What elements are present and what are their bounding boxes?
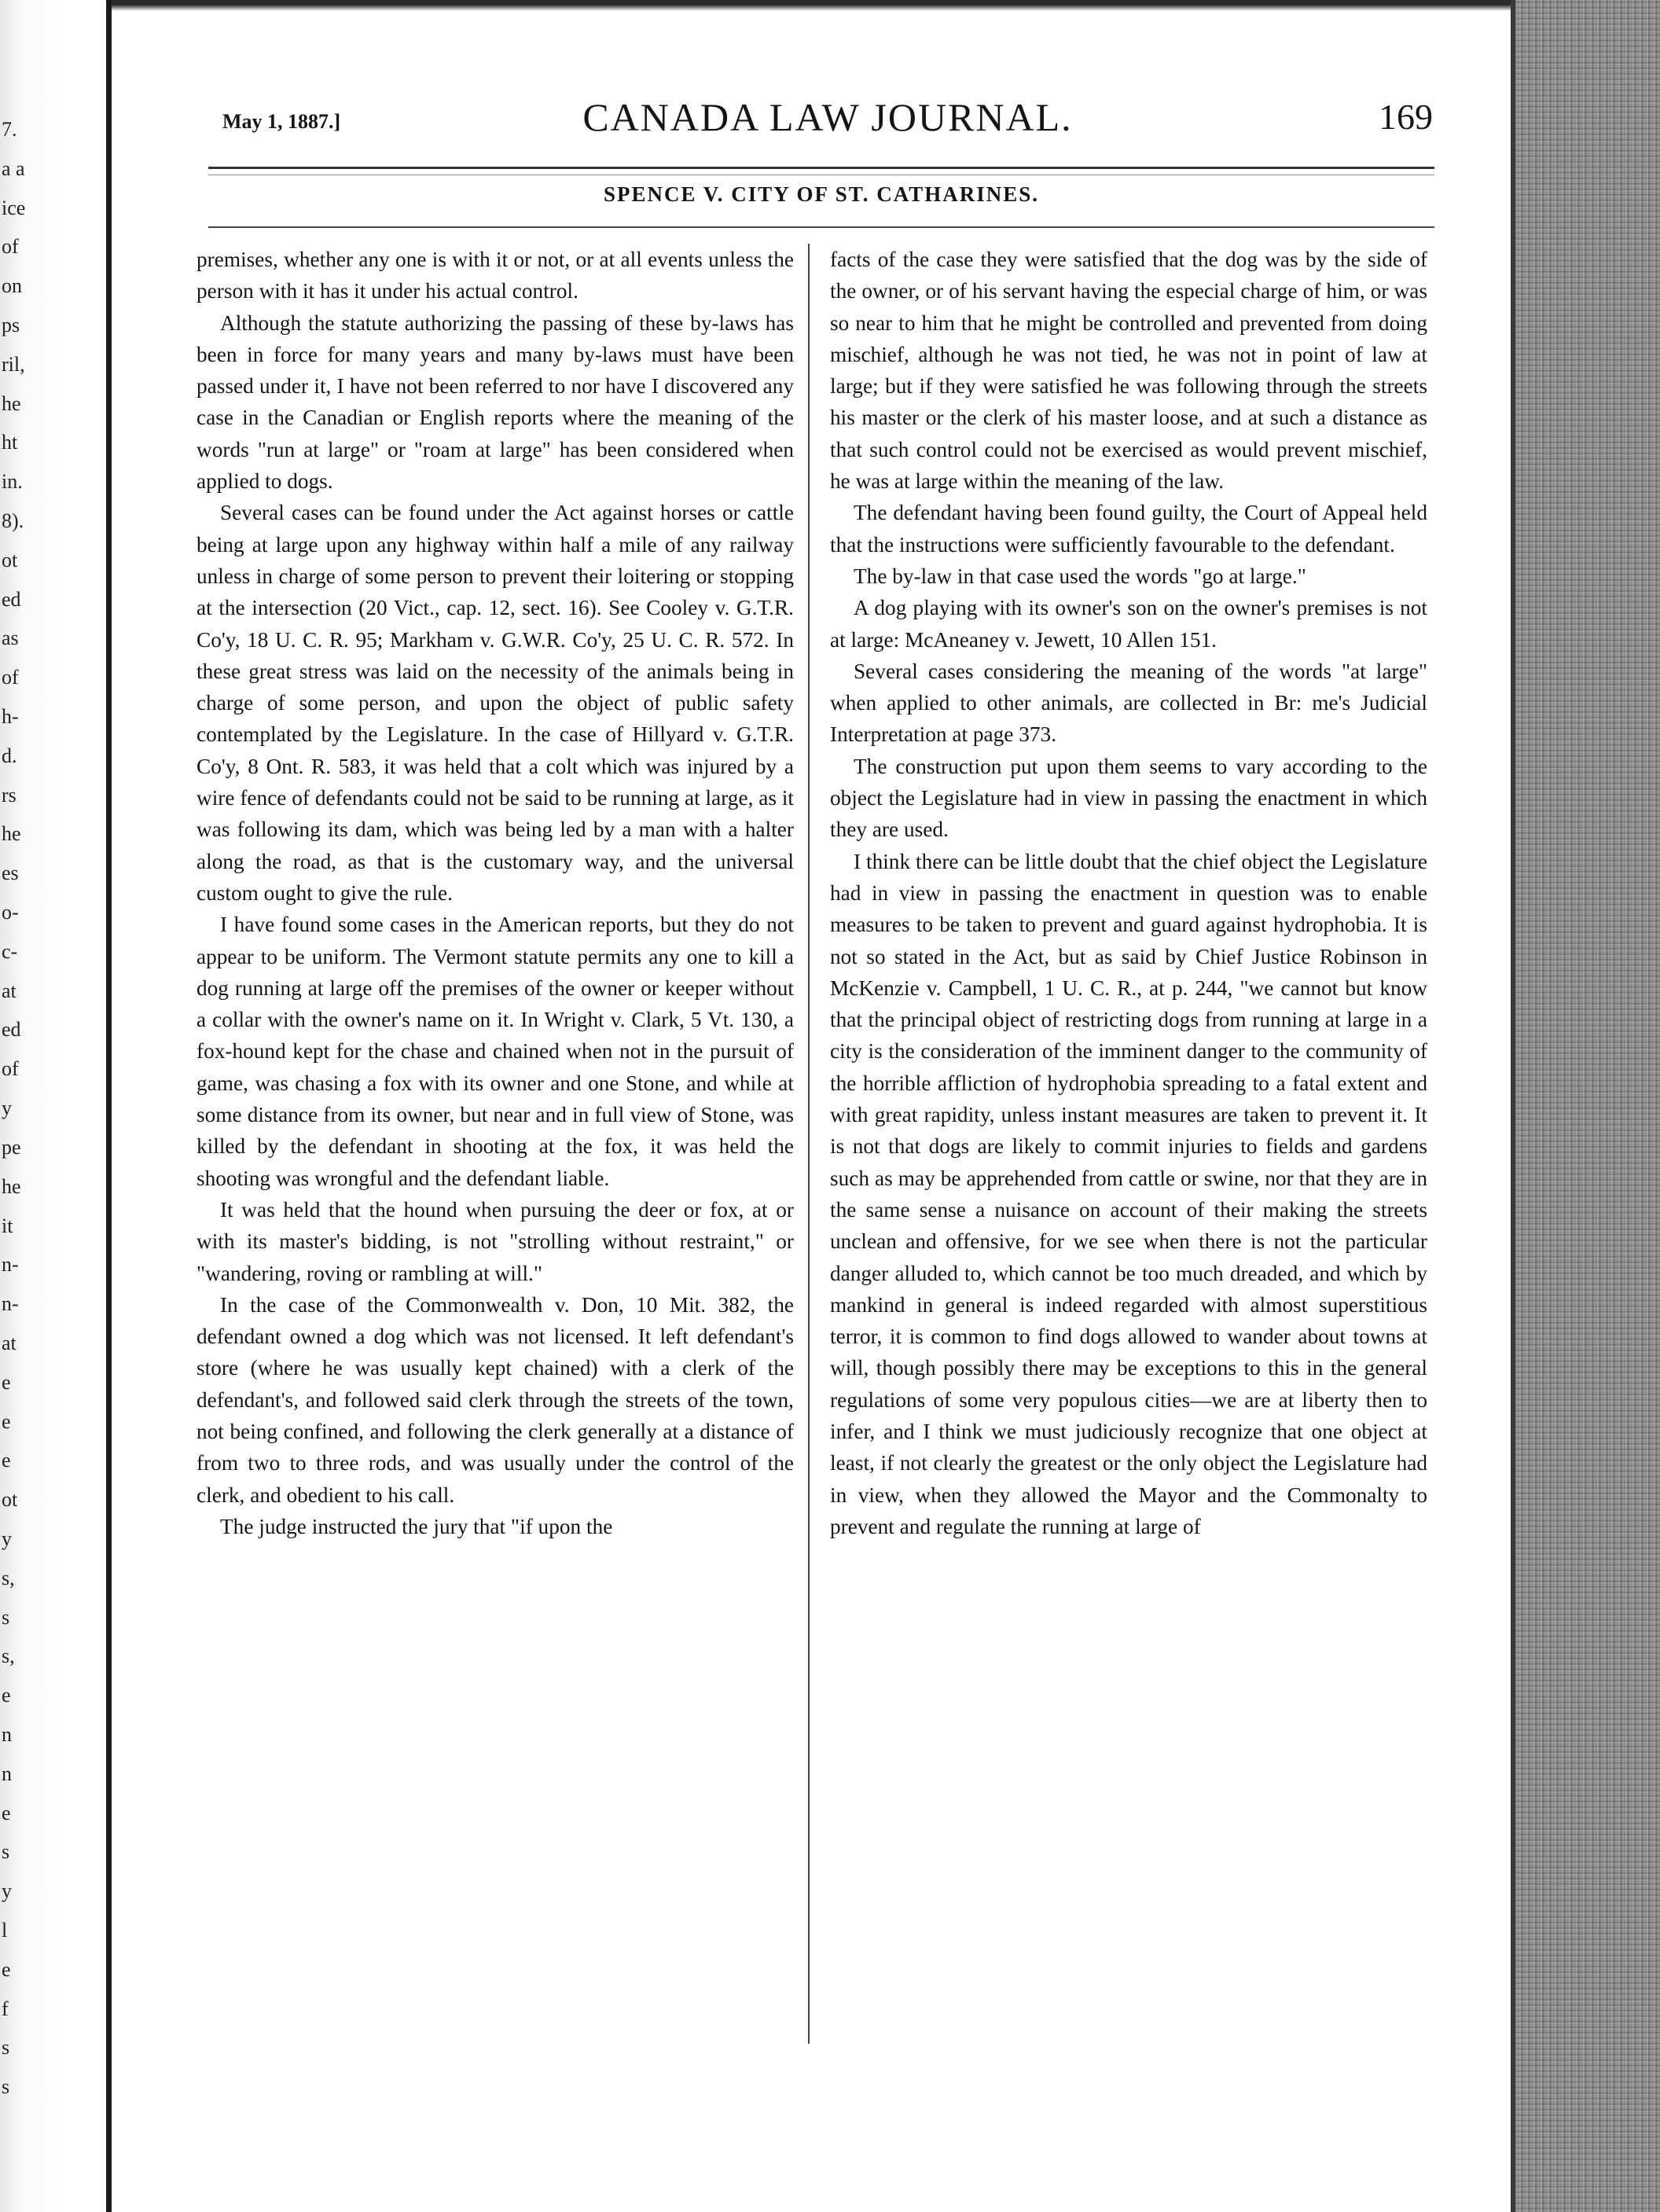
margin-fragment: ht: [2, 431, 18, 454]
margin-fragment: e: [2, 1957, 11, 1981]
page-right-edge: [1511, 0, 1515, 2212]
margin-fragment: y: [2, 1879, 12, 1903]
margin-fragment: e: [2, 1449, 11, 1472]
margin-fragment: ot: [2, 1488, 18, 1512]
scan-noise-strip: [1511, 0, 1660, 2212]
margin-fragment: s,: [2, 1566, 15, 1589]
column-divider: [808, 244, 810, 2044]
margin-fragment: e: [2, 1370, 11, 1394]
margin-fragment: in.: [2, 470, 23, 494]
margin-fragment: at: [2, 1331, 17, 1354]
paragraph: It was held that the hound when pursuing the deer or fox, at or with its master's bidding, is not "strolling without restraint," or "wandering, roving or rambling at will.": [196, 1197, 794, 1285]
case-title-rule: [208, 226, 1434, 228]
paragraph: The judge instructed the jury that "if upon the: [220, 1514, 613, 1538]
paragraph: The by-law in that case used the words "go at large.": [854, 564, 1306, 588]
margin-fragment: he: [2, 1174, 21, 1198]
margin-fragment: it: [2, 1214, 13, 1237]
margin-fragment: n-: [2, 1292, 19, 1316]
page-top-edge: [112, 0, 1511, 11]
paragraph: A dog playing with its owner's son on the owner's premises is not at large: McAneaney v. Jewett, 10 Allen 151.: [830, 596, 1427, 652]
paragraph: I think there can be little doubt that the chief object the Legislature had in view in passing the enactment in question was to enable measures to be taken to prevent and guard against hydrophobia. It is not so stated in the Act, but as said by Chief Justice Robinson in McKenzie v. Campbell, 1 U. C. R., at p. 244, "we cannot but know that the principal object of restricting dogs from running at large in a city is the consideration of the imminent danger to the community of the horrible affliction of hydrophobia spreading to a fatal extent and with great rapidity, unless instant measures are taken to prevent it. It is not that dogs are likely to commit injuries to fields and gardens such as may be apprehended from cattle or swine, nor that they are in the same sense a nuisance on account of their making the streets unclean and offensive, for we see when there is not the particular danger alluded to, which cannot be too much dreaded, and which by mankind in general is indeed regarded with almost superstitious terror, it is common to find dogs allowed to wander about towns at will, though possibly there may be exceptions to this in the general regulations of some very populous cities—we are at liberty then to infer, and I think we must judiciously recognize that one object at least, if not clearly the greatest or the only object the Legislature had in view, when they allowed the Mayor and the Commonalty to prevent and regulate the running at large of: [830, 849, 1427, 1538]
margin-fragment: 7.: [2, 118, 17, 141]
margin-fragment: d.: [2, 744, 17, 767]
margin-fragment: e: [2, 1801, 11, 1824]
margin-fragment: s: [2, 1840, 10, 1864]
running-head: [222, 93, 1433, 148]
margin-fragment: y: [2, 1097, 12, 1120]
case-title: SPENCE V. CITY OF ST. CATHARINES.: [603, 182, 1040, 206]
header-rule: [208, 167, 1434, 169]
paragraph: premises, whether any one is with it or not, or at all events unless the person with it has it under his actual control.: [196, 248, 794, 303]
paragraph: Several cases can be found under the Act against horses or cattle being at large upon any highway within half a mile of any railway unless in charge of some person to prevent their loitering or stopping at the intersection (20 Vict., cap. 12, sect. 16). See Cooley v. G.T.R. Co'y, 18 U. C. R. 95; Markham v. G.W.R. Co'y, 25 U. C. R. 572. In these great stress was laid on the necessity of the animals being in charge of some person, and upon the object of public safety contemplated by the Legislature. In the case of Hillyard v. G.T.R. Co'y, 8 Ont. R. 583, it was held that a colt which was injured by a wire fence of defendants could not be said to be running at large, as it was following its dam, which was being led by a man with a halter along the road, as that is the customary way, and the universal custom ought to give the rule.: [196, 501, 794, 905]
margin-fragment: he: [2, 822, 21, 846]
right-column: [830, 244, 1427, 2052]
margin-fragment: s: [2, 1605, 10, 1629]
paragraph: The construction put upon them seems to vary according to the object the Legislature had in view in passing the enactment in which they are used.: [830, 754, 1427, 842]
paragraph: I have found some cases in the American reports, but they do not appear to be uniform. The Vermont statute permits any one to kill a dog running at large off the premises of the owner or keeper without a collar with the owner's name on it. In Wright v. Clark, 5 Vt. 130, a fox-hound kept for the chase and chained when not in the pursuit of game, was chasing a fox with its owner and one Stone, and while at some distance from its owner, but near and in full view of Stone, was killed by the defendant in shooting at the fox, it was held the shooting was wrongful and the defendant liable.: [196, 913, 794, 1190]
margin-fragment: o-: [2, 901, 19, 924]
margin-fragment: ot: [2, 548, 18, 571]
margin-fragment: of: [2, 1057, 19, 1081]
margin-fragment: as: [2, 626, 19, 650]
margin-fragment: n-: [2, 1253, 19, 1277]
margin-fragment: h-: [2, 705, 19, 729]
margin-fragment: es: [2, 862, 19, 885]
binding-line: [106, 0, 112, 2212]
margin-fragment: rs: [2, 783, 17, 807]
margin-fragment: y: [2, 1527, 12, 1550]
issue-date: May 1, 1887.]: [222, 110, 341, 133]
margin-fragment: ps: [2, 314, 20, 337]
margin-fragment: e: [2, 1409, 11, 1433]
margin-fragment: pe: [2, 1135, 21, 1159]
paragraph: The defendant having been found guilty, the Court of Appeal held that the instructions were sufficiently favourable to the defendant.: [830, 501, 1427, 557]
margin-fragment: ed: [2, 1018, 21, 1042]
left-column: [196, 244, 794, 2052]
paragraph: Several cases considering the meaning of the words "at large" when applied to other animals, are collected in Br: me's Judicial Interpretation at page 373.: [830, 659, 1427, 747]
margin-fragment: s,: [2, 1644, 15, 1668]
margin-fragment: of: [2, 666, 19, 689]
margin-fragment: on: [2, 274, 22, 298]
margin-fragment: l: [2, 1918, 8, 1942]
margin-fragment: f: [2, 1997, 9, 2020]
margin-fragment: ice: [2, 196, 26, 219]
margin-fragment: 8).: [2, 509, 24, 533]
margin-fragment: s: [2, 2036, 10, 2060]
margin-fragment: ril,: [2, 352, 25, 376]
margin-fragment: at: [2, 979, 17, 1002]
margin-fragment: c-: [2, 939, 18, 963]
page-number: 169: [1379, 97, 1433, 137]
journal-title: CANADA LAW JOURNAL.: [582, 95, 1073, 139]
margin-fragment: n: [2, 1762, 12, 1785]
margin-fragment: a a: [2, 156, 25, 180]
paragraph: Although the statute authorizing the passing of these by-laws has been in force for many years and many by-laws must have been passed under it, I have not been referred to nor have I discovered any case in the Canadian or English reports where the meaning of the words "run at large" or "roam at large" has been considered when applied to dogs.: [196, 310, 794, 494]
margin-fragment: s: [2, 2075, 10, 2099]
margin-fragment: he: [2, 391, 21, 415]
paragraph: facts of the case they were satisfied that the dog was by the side of the owner, or of his servant having the especial charge of him, or was so near to him that he might be controlled and prevented from doing mischief, although he was not tied, he was not in point of law at large; but if they were satisfied he was following through the streets his master or the clerk of his master loose, and at such a distance as that such control could not be exercised as would prevent mischief, he was at large within the meaning of the law.: [830, 248, 1427, 494]
margin-fragment: ed: [2, 587, 21, 611]
margin-fragment: e: [2, 1684, 11, 1707]
paragraph: In the case of the Commonwealth v. Don, 10 Mit. 382, the defendant owned a dog which was not licensed. It left defendant's store (where he was usually kept chained) with a clerk of the defendant's, and followed said clerk through the streets of the town, not being confined, and following the clerk generally at a distance of from two to three rods, and was usually under the control of the clerk, and obedient to his call.: [196, 1292, 794, 1507]
margin-fragment: n: [2, 1722, 12, 1746]
margin-fragment: of: [2, 235, 19, 259]
